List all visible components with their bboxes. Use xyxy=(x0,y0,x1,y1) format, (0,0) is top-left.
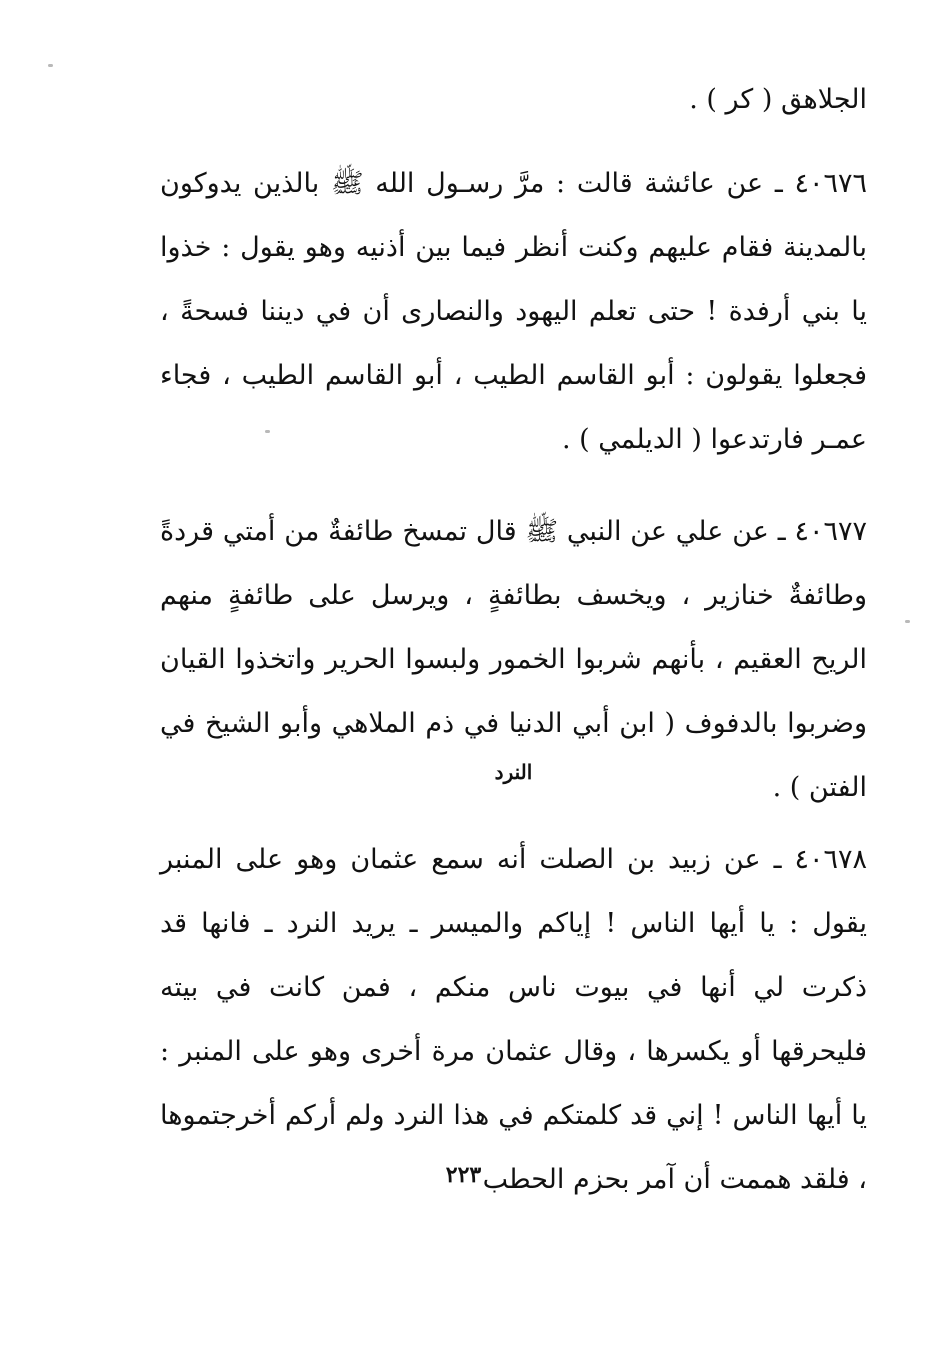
hadith-block-top xyxy=(160,152,867,820)
hadith-40678: ٤٠٦٧٨ ـ عن زبيد بن الصلت أنه سمع عثمان وهو على المنبر يقول : يا أيها الناس ! إياكم والميسر ـ يريد النرد ـ فانها قد ذكرت لي أنها في بيوت ناس منكم ، فمن كانت في بيته فليحرقها أو يكسرها ، وقال عثمان مرة أخرى وهو على المنبر : يا أيها الناس ! إني قد كلمتكم في هذا النرد ولم أركم أخرجتموها ، فلقد هممت أن آمر بحزم الحطب xyxy=(160,844,867,1195)
hadith-block-bottom xyxy=(160,828,867,1212)
hadith-40677: ٤٠٦٧٧ ـ عن علي عن النبي ﷺ قال تمسخ طائفةٌ من أمتي قردةً وطائفةٌ خنازير ، ويخسف بطائفةٍ ، ويرسل على طائفةٍ منهم الريح العقيم ، بأنهم شربوا الخمور ولبسوا الحرير واتخذوا القيان وضربوا بالدفوف ( ابن أبي الدنيا في ذم الملاهي وأبو الشيخ في الفتن ) . xyxy=(160,516,867,803)
scan-speck xyxy=(265,430,270,433)
scan-speck xyxy=(905,620,910,623)
first-line-block xyxy=(160,68,867,132)
section-heading: النرد xyxy=(494,760,533,784)
hadith-40676: ٤٠٦٧٦ ـ عن عائشة قالت : مرَّ رسـول الله ﷺ بالذين يدوكون بالمدينة فقام عليهم وكنت أنظر فيما بين أذنيه وهو يقول : خذوا يا بني أرفدة ! حتى تعلم اليهود والنصارى أن في ديننا فسحةً ، فجعلوا يقولون : أبو القاسم الطيب ، أبو القاسم الطيب ، فجاء عمـر فارتدعوا ( الديلمي ) . xyxy=(160,168,867,455)
continuation-line: الجلاهق ( كر ) . xyxy=(689,84,867,115)
scan-speck xyxy=(48,64,53,67)
page-number: ٢٢٣ xyxy=(445,1162,482,1188)
